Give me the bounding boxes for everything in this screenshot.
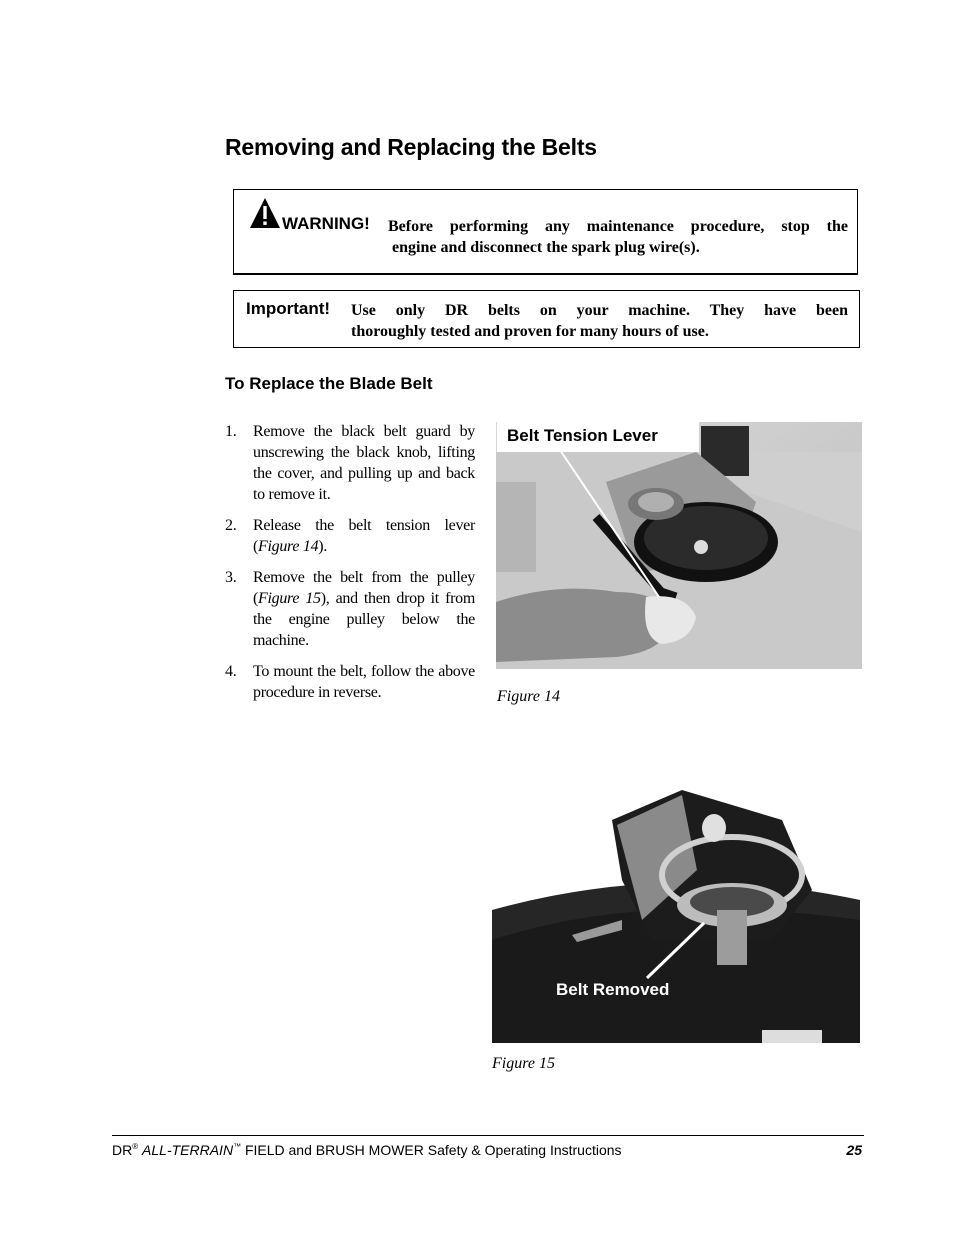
belt-removed-callout: Belt Removed <box>556 980 670 999</box>
figure-14-photo <box>496 422 862 669</box>
trademark-mark: ™ <box>233 1142 242 1151</box>
page-title: Removing and Replacing the Belts <box>225 134 597 160</box>
warning-text-line2: engine and disconnect the spark plug wire(s). <box>392 239 700 256</box>
footer-title <box>112 1142 622 1158</box>
figure-15-caption: Figure 15 <box>492 1055 555 1072</box>
footer-brand: DR <box>112 1142 133 1158</box>
important-label: Important! <box>246 299 331 318</box>
step-number: 1. <box>225 423 237 440</box>
list-item <box>225 661 475 703</box>
steps-list <box>225 421 475 713</box>
registered-mark: ® <box>132 1142 139 1151</box>
important-box <box>233 290 860 348</box>
list-item <box>225 421 475 505</box>
step-text-end: ). <box>318 538 328 555</box>
figure-14-caption: Figure 14 <box>497 688 560 705</box>
important-text-line2: thoroughly tested and proven for many hours of use. <box>351 323 709 340</box>
important-text-line1: Use only DR belts on your machine. They have been <box>351 302 848 319</box>
step-text: Remove the belt from the pulley ( <box>253 569 475 607</box>
step-text-end: ), and then drop it from the engine pulley below the machine. <box>253 590 475 649</box>
warning-triangle-icon <box>248 196 282 230</box>
figure-reference: Figure 15 <box>258 590 321 607</box>
figure-15-photo <box>492 790 860 1043</box>
step-number: 4. <box>225 663 237 680</box>
warning-label: WARNING! <box>282 214 370 233</box>
warning-box <box>233 189 858 275</box>
footer-divider <box>112 1135 864 1136</box>
section-heading: To Replace the Blade Belt <box>225 374 433 393</box>
figure-reference: Figure 14 <box>258 538 319 555</box>
step-number: 2. <box>225 517 237 534</box>
belt-removed-photo <box>492 790 860 1043</box>
step-number: 3. <box>225 569 237 586</box>
page-number: 25 <box>846 1142 862 1158</box>
list-item <box>225 567 475 651</box>
footer-rest: FIELD and BRUSH MOWER Safety & Operating Instructions <box>241 1142 622 1158</box>
list-item <box>225 515 475 557</box>
step-text: Release the belt tension lever ( <box>253 517 475 555</box>
belt-tension-lever-callout: Belt Tension Lever <box>497 422 699 452</box>
belt-tension-lever-photo <box>496 422 862 669</box>
step-text: To mount the belt, follow the above procedure in reverse. <box>253 663 475 701</box>
footer-product: ALL-TERRAIN <box>142 1142 234 1158</box>
warning-text-line1: Before performing any maintenance procedure, stop the <box>388 218 848 235</box>
step-text: Remove the black belt guard by unscrewing the black knob, lifting the cover, and pulling up and back to remove it. <box>253 423 475 503</box>
